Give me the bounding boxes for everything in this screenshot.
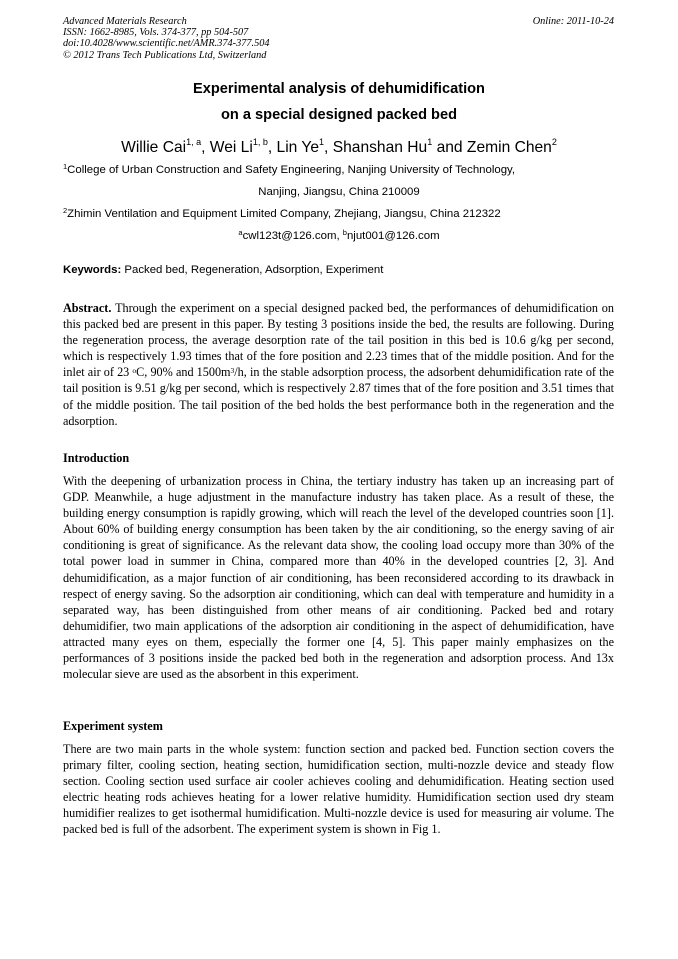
author-separator: and	[432, 139, 467, 156]
author-affiliation-mark: 2	[551, 137, 557, 147]
affiliation-2-mark: 2	[63, 206, 68, 215]
author-name: Lin Ye	[276, 139, 320, 156]
author-separator: ,	[201, 139, 210, 156]
email-b-mark: b	[342, 228, 347, 237]
doi-line: doi:10.4028/www.scientific.net/AMR.374-377.504	[63, 38, 270, 50]
affiliation-1-line-1: College of Urban Construction and Safety Engineering, Nanjing University of Technology,	[67, 164, 516, 176]
journal-name: Advanced Materials Research	[63, 16, 187, 27]
affiliation-1	[63, 164, 515, 176]
experiment-system-heading: Experiment system	[63, 719, 163, 733]
abstract-label: Abstract.	[63, 301, 112, 315]
abstract-text-part-3: /h, in the stable adsorption process, the adsorbent dehumidification rate of the tail position is 9.51 g/kg per second, which is respectively 2.87 times that of the fore position and 3.51 times that of the middle position. The tail position of the bed holds the best performance both in the regeneration and the adsorption.	[63, 365, 615, 428]
author-separator: ,	[267, 139, 277, 156]
author-affiliation-mark: 1, a	[186, 137, 202, 147]
affiliation-2-line-1: Zhimin Ventilation and Equipment Limited Company, Zhejiang, Jiangsu, China 212322	[67, 208, 501, 220]
abstract-paragraph	[63, 300, 614, 429]
email-b: njut001@126.com	[346, 230, 440, 242]
keywords-line	[63, 264, 383, 276]
experiment-system-paragraph: There are two main parts in the whole system: function section and packed bed. Function section covers the primary filter, cooling section, heating section, humidification section, multi-nozzle device and steady flow section. Cooling section used surface air cooler achieves cooling and dehumidification. Heating section used electric heating rods achieves heating for a lower relative humidity. Humidification section used dry steam humidifier realizes to get isothermal humidification. Multi-nozzle device is used for measuring air volume. The packed bed is full of the adsorbent. The experiment system is shown in Fig 1.	[63, 742, 614, 837]
keywords-label: Keywords:	[63, 264, 122, 276]
cubic-mark: 3	[230, 366, 235, 376]
journal-header	[63, 16, 270, 61]
author-name: Wei Li	[209, 139, 253, 156]
affiliation-2	[63, 208, 501, 220]
affiliation-1-line-2: Nanjing, Jiangsu, China 210009	[258, 186, 420, 198]
keywords-text: Packed bed, Regeneration, Adsorption, Experiment	[121, 264, 384, 276]
copyright-line: © 2012 Trans Tech Publications Ltd, Switzerland	[63, 49, 267, 61]
author-affiliation-mark: 1, b	[252, 137, 268, 147]
author-affiliation-mark: 1	[427, 137, 433, 147]
author-emails	[0, 230, 678, 242]
author-name: Zemin Chen	[466, 139, 552, 156]
author-separator: ,	[324, 139, 333, 156]
author-name: Willie Cai	[121, 139, 187, 156]
affiliation-1-mark: 1	[63, 162, 68, 171]
abstract-text-part-1: Through the experiment on a special designed packed bed, the performances of dehumidification on this packed bed are present in this paper. By testing 3 positions inside the bed, the results are following. During the regeneration process, the average desorption rate of the tail position in this bed is 10.6 g/kg per second, which is respectively 1.93 times that of the fore position and 2.23 times that of the middle position. And for the inlet air of 23	[63, 301, 614, 380]
author-affiliation-mark: 1	[319, 137, 325, 147]
online-date: Online: 2011-10-24	[532, 16, 614, 27]
abstract-text-part-2: C, 90% and 1500m	[136, 365, 231, 380]
paper-title-line-2: on a special designed packed bed	[220, 107, 457, 123]
degree-mark: o	[132, 366, 137, 376]
issn-line: ISSN: 1662-8985, Vols. 374-377, pp 504-507	[63, 27, 249, 39]
author-name: Shanshan Hu	[332, 139, 428, 156]
email-a-mark: a	[238, 228, 243, 237]
introduction-paragraph: With the deepening of urbanization process in China, the tertiary industry has taken up an increasing part of GDP. Meanwhile, a huge adjustment in the manufacture industry has taken place. As a result of these, the building energy consumption is rapidly growing, which will reach the level of the developed countries soon [1]. About 60% of building energy consumption has been taken by the air conditioning, so the energy saving of air conditioning is great of significance. As the relevant data show, the cooling load occupy more than 30% of the total power load in summer in China, compared more than 40% in the developed countries [2, 3]. And dehumidification, as a major function of air conditioning, has been reconsidered according to its drawback in respect of energy saving. So the adsorption air conditioning, which can deal with temperature and humidity in a separated way, has been distinguished from other means of air conditioning. Packed bed and rotary dehumidifier, two main applications of the adsorption air conditioning in the aspect of dehumidification, have attracted many eyes on them, especially the former one [4, 5]. This paper mainly emphasizes on the performances of 3 positions inside the packed bed both in the regeneration and adsorption process. And 13x molecular sieve are used as the absorbent in this experiment.	[63, 474, 614, 682]
author-list	[0, 139, 678, 157]
email-a: cwl123t@126.com,	[242, 230, 343, 242]
paper-title-line-1: Experimental analysis of dehumidification	[193, 81, 485, 97]
introduction-heading: Introduction	[63, 451, 130, 465]
